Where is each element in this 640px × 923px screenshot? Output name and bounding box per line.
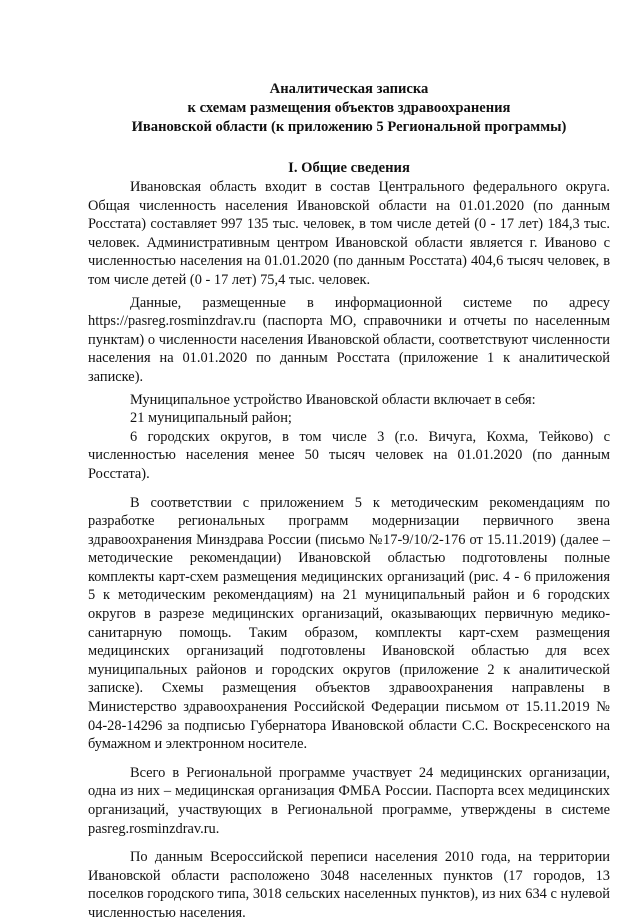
paragraph-methodical-recommendations: В соответствии с приложением 5 к методическим рекомендациям по разработке региональных программ модернизации первичного звена здравоохранения Минздрава России (письмо №17-9/10/2-176 от 15.11.2019) (далее – методические рекомендации) Ивановской областью подготовлены полные комплекты карт-схем размещения медицинских организаций (рис. 4 - 6 приложения 5 к методическим рекомендациям) на 21 муниципальный район и 6 городских округов в разрезе медицинских организаций, оказывающих первичную медико-санитарную помощь. Таким образом, комплекты карт-схем размещения медицинских организаций подготовлены Ивановской областью для всех муниципальных районов и городских округов (приложение 2 к аналитической записке). Схемы размещения объектов здравоохранения направлены в Министерство здравоохранения Российской Федерации письмом от 15.11.2019 № 04-28-14296 за подписью Губернатора Ивановской области С.С. Воскресенского на бумажном и электронном носителе.	[88, 494, 610, 753]
paragraph-overview: Ивановская область входит в состав Центрального федерального округа. Общая численность населения Ивановской области на 01.01.2020 (по данным Росстата) составляет 997 135 тыс. человек, в том числе детей (0 - 17 лет) 184,3 тыс. человек. Административным центром Ивановской области является г. Иваново с численностью населения на 01.01.2020 (по данным Росстата) 404,6 тысяч человек, в том числе детей (0 - 17 лет) 75,4 тыс. человек.	[88, 179, 610, 288]
paragraph-districts: 21 муниципальный район;	[130, 410, 292, 427]
title-line-3: Ивановской области (к приложению 5 Региональной программы)	[131, 119, 567, 135]
document-page	[88, 80, 610, 923]
paragraph-census: По данным Всероссийской переписи населения 2010 года, на территории Ивановской области расположено 3048 населенных пунктов (17 городов, 13 поселков городского типа, 3018 сельских населенных пунктов), из них 634 с нулевой численностью населения.	[88, 849, 610, 921]
paragraph-municipal-structure: Муниципальное устройство Ивановской области включает в себя:	[130, 391, 536, 408]
title-line-2: к схемам размещения объектов здравоохранения	[187, 100, 511, 116]
paragraph-information-system: Данные, размещенные в информационной системе по адресу https://pasreg.rosminzdrav.ru (паспорта МО, справочники и отчеты по населенным пунктам) о численности населения Ивановской области, соответствуют численности населения на 01.01.2020 по данным Росстата (приложение 1 к аналитической записке).	[88, 294, 610, 385]
document-title	[88, 80, 610, 137]
title-line-1: Аналитическая записка	[269, 81, 429, 97]
section-heading: I. Общие сведения	[288, 160, 410, 176]
paragraph-city-districts: 6 городских округов, в том числе 3 (г.о. Вичуга, Кохма, Тейково) с численностью населения менее 50 тысяч человек на 01.01.2020 (по данным Росстата).	[88, 428, 610, 482]
paragraph-medical-organizations: Всего в Региональной программе участвует 24 медицинских организации, одна из них – медицинская организация ФМБА России. Паспорта всех медицинских организаций, участвующих в Региональной программе, утверждены в системе pasreg.rosminzdrav.ru.	[88, 764, 610, 837]
